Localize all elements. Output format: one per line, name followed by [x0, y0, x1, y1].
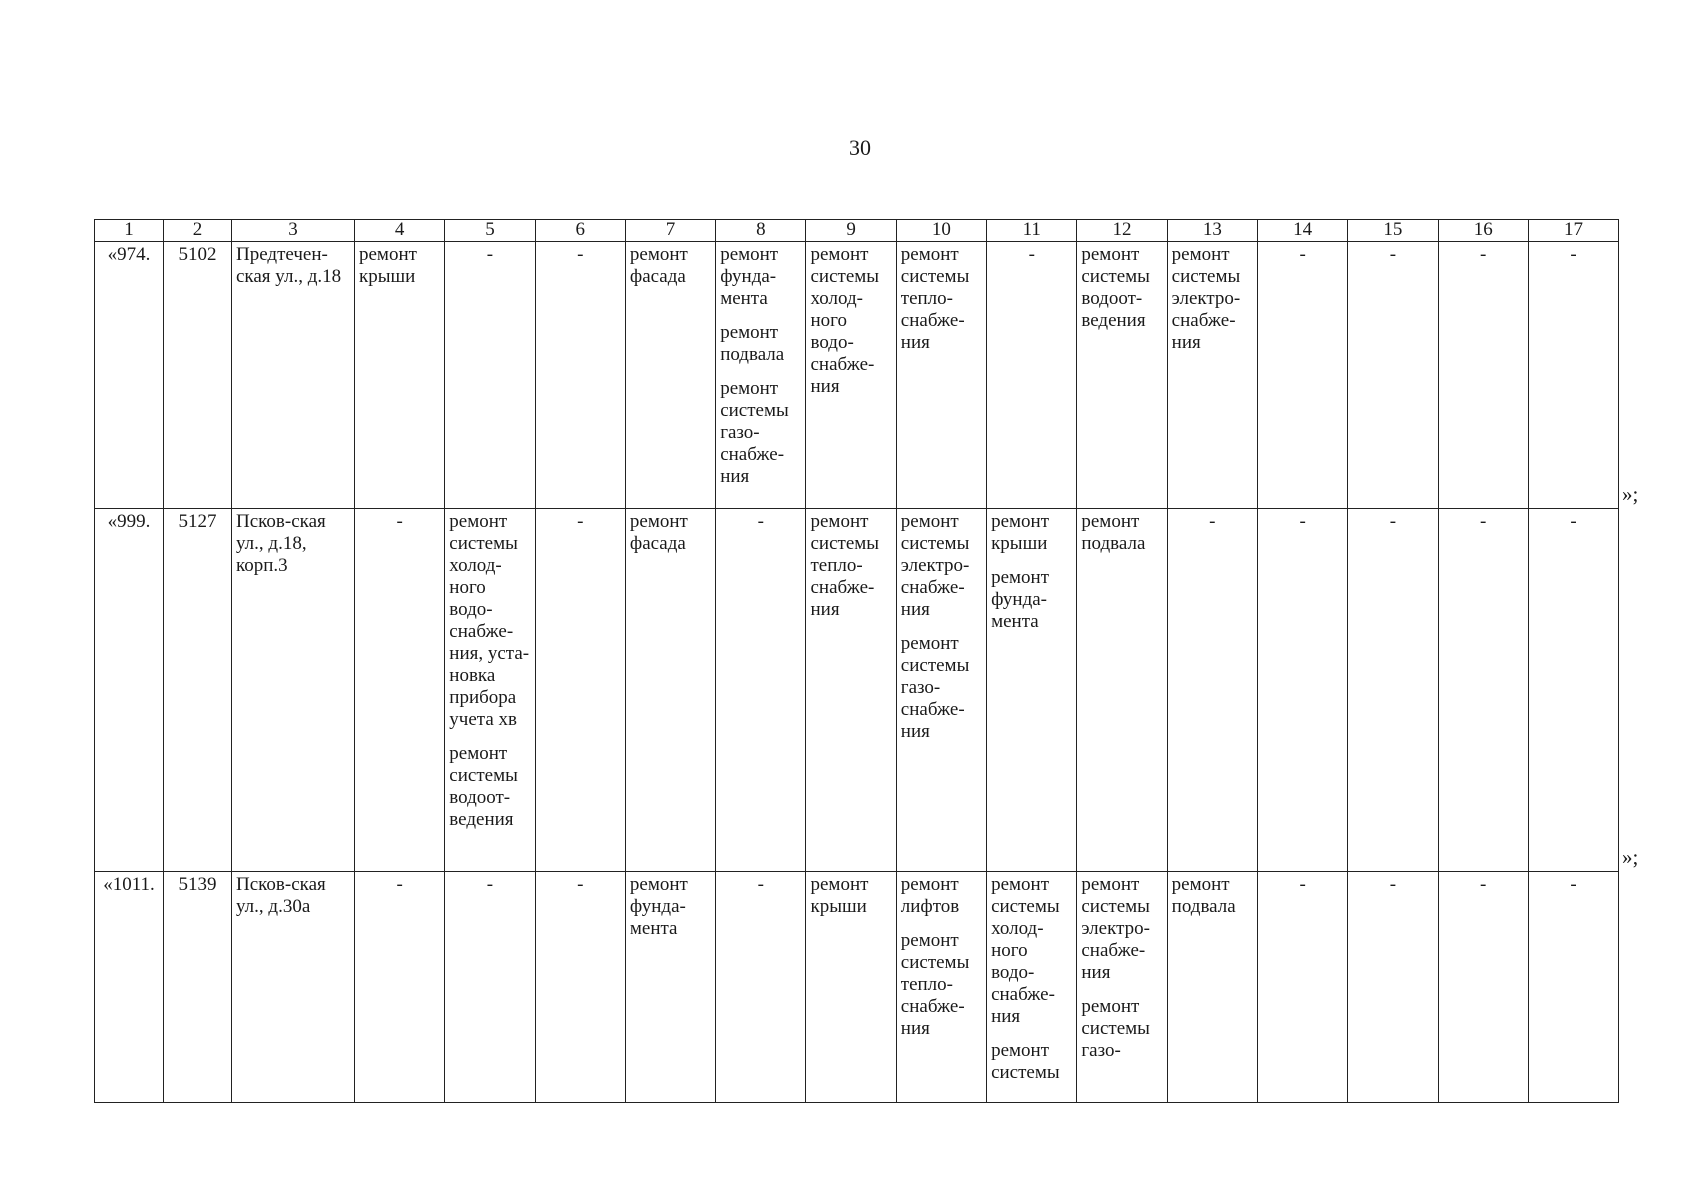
column-number: 14 [1257, 220, 1347, 242]
work-entry: ремонт лифтов [900, 874, 960, 917]
empty-dash: - [757, 874, 764, 895]
work-cell [896, 242, 986, 509]
work-entry: ремонт системы электро-снабже-ния [900, 511, 970, 620]
work-cell [987, 509, 1077, 872]
work-cell [1438, 872, 1528, 1103]
work-entry: ремонт подвала [1081, 511, 1146, 554]
work-entry: ремонт фасада [629, 244, 688, 287]
work-entry: ремонт системы водоот-ведения [1081, 244, 1150, 331]
work-cell [1167, 872, 1257, 1103]
work-entry: ремонт системы газо-снабже-ния [720, 378, 789, 487]
work-cell [806, 872, 896, 1103]
column-number: 6 [535, 220, 625, 242]
column-number: 15 [1348, 220, 1438, 242]
work-entry: ремонт системы холод-ного водо-снабже-ния, уста-новка прибора учета хв [449, 511, 530, 730]
empty-dash: - [1389, 244, 1397, 265]
building-code-cell: 5139 [164, 872, 232, 1103]
work-cell [1528, 242, 1618, 509]
table-row [95, 242, 1619, 509]
work-cell [355, 872, 445, 1103]
row-end-mark: »; [1622, 844, 1639, 869]
empty-dash: - [1570, 244, 1577, 265]
work-entry: ремонт фунда-мента [991, 567, 1050, 632]
empty-dash: - [1299, 874, 1306, 895]
column-number: 10 [896, 220, 986, 242]
empty-dash: - [1480, 874, 1487, 895]
address-cell: Псков-ская ул., д.18, корп.3 [232, 509, 355, 872]
empty-dash: - [1389, 874, 1397, 895]
work-cell [445, 242, 535, 509]
work-entry: ремонт системы холод-ного водо-снабже-ния [810, 244, 880, 397]
work-entry: ремонт системы водоот-ведения [449, 743, 518, 830]
work-cell [1257, 872, 1347, 1103]
work-cell [1348, 872, 1438, 1103]
work-cell [535, 242, 625, 509]
empty-dash: - [1028, 244, 1035, 265]
row-end-mark: »; [1622, 481, 1639, 506]
work-entry: ремонт системы [991, 1040, 1060, 1083]
column-number: 1 [95, 220, 164, 242]
work-entry: ремонт крыши [991, 511, 1050, 554]
work-cell [896, 509, 986, 872]
work-cell [1348, 509, 1438, 872]
work-entry: ремонт фунда-мента [629, 874, 688, 939]
empty-dash: - [396, 874, 403, 895]
work-cell [1348, 242, 1438, 509]
column-number: 16 [1438, 220, 1528, 242]
work-cell [987, 242, 1077, 509]
work-cell [806, 509, 896, 872]
work-entry: ремонт системы электро-снабже-ния [1171, 244, 1241, 353]
work-entry: ремонт системы тепло-снабже-ния [900, 244, 970, 353]
column-number: 12 [1077, 220, 1167, 242]
work-cell [806, 242, 896, 509]
work-entry: ремонт системы тепло-снабже-ния [900, 930, 970, 1039]
empty-dash: - [1480, 511, 1487, 532]
column-number: 5 [445, 220, 535, 242]
work-cell [625, 872, 715, 1103]
empty-dash: - [1570, 511, 1577, 532]
address-cell: Предтечен-ская ул., д.18 [232, 242, 355, 509]
work-entry: ремонт системы холод-ного водо-снабже-ния [991, 874, 1060, 1027]
empty-dash: - [1480, 244, 1487, 265]
empty-dash: - [1299, 244, 1306, 265]
column-number: 17 [1528, 220, 1618, 242]
column-number: 11 [987, 220, 1077, 242]
building-code-cell: 5102 [164, 242, 232, 509]
empty-dash: - [486, 244, 494, 265]
work-cell [896, 872, 986, 1103]
work-cell [1077, 872, 1167, 1103]
work-cell [716, 872, 806, 1103]
empty-dash: - [577, 511, 584, 532]
table-row [95, 509, 1619, 872]
empty-dash: - [757, 511, 764, 532]
work-entry: ремонт системы газо- [1081, 996, 1150, 1061]
empty-dash: - [1299, 511, 1306, 532]
work-entry: ремонт крыши [359, 244, 417, 287]
column-number: 8 [716, 220, 806, 242]
work-cell [1257, 242, 1347, 509]
column-number-row [95, 220, 1619, 242]
work-cell [625, 242, 715, 509]
table-row [95, 872, 1619, 1103]
work-cell [1167, 509, 1257, 872]
work-cell [716, 242, 806, 509]
building-code-cell: 5127 [164, 509, 232, 872]
work-entry: ремонт фунда-мента [720, 244, 779, 309]
empty-dash: - [486, 874, 494, 895]
work-cell [1257, 509, 1347, 872]
work-cell [1077, 509, 1167, 872]
column-number: 7 [625, 220, 715, 242]
work-cell [1528, 509, 1618, 872]
work-entry: ремонт фасада [629, 511, 688, 554]
work-cell [535, 872, 625, 1103]
work-cell [355, 509, 445, 872]
work-entry: ремонт подвала [720, 322, 785, 365]
work-cell [535, 509, 625, 872]
repair-schedule-table [94, 219, 1619, 1103]
column-number: 9 [806, 220, 896, 242]
column-number: 13 [1167, 220, 1257, 242]
work-cell [445, 509, 535, 872]
work-entry: ремонт системы газо-снабже-ния [900, 633, 970, 742]
page-number: 30 [849, 135, 871, 160]
empty-dash: - [396, 511, 403, 532]
work-cell [445, 872, 535, 1103]
column-number: 3 [232, 220, 355, 242]
empty-dash: - [577, 244, 584, 265]
empty-dash: - [1209, 511, 1216, 532]
work-cell [355, 242, 445, 509]
work-cell [1167, 242, 1257, 509]
column-number: 4 [355, 220, 445, 242]
row-number-cell: «999. [95, 509, 164, 872]
work-cell [716, 509, 806, 872]
empty-dash: - [577, 874, 584, 895]
work-cell [1077, 242, 1167, 509]
row-number-cell: «1011. [95, 872, 164, 1103]
column-number: 2 [164, 220, 232, 242]
work-cell [1528, 872, 1618, 1103]
row-number-cell: «974. [95, 242, 164, 509]
work-entry: ремонт крыши [810, 874, 869, 917]
work-cell [625, 509, 715, 872]
empty-dash: - [1570, 874, 1577, 895]
work-cell [987, 872, 1077, 1103]
work-cell [1438, 509, 1528, 872]
work-cell [1438, 242, 1528, 509]
work-entry: ремонт системы электро-снабже-ния [1081, 874, 1150, 983]
address-cell: Псков-ская ул., д.30а [232, 872, 355, 1103]
work-entry: ремонт подвала [1171, 874, 1236, 917]
empty-dash: - [1389, 511, 1397, 532]
work-entry: ремонт системы тепло-снабже-ния [810, 511, 880, 620]
